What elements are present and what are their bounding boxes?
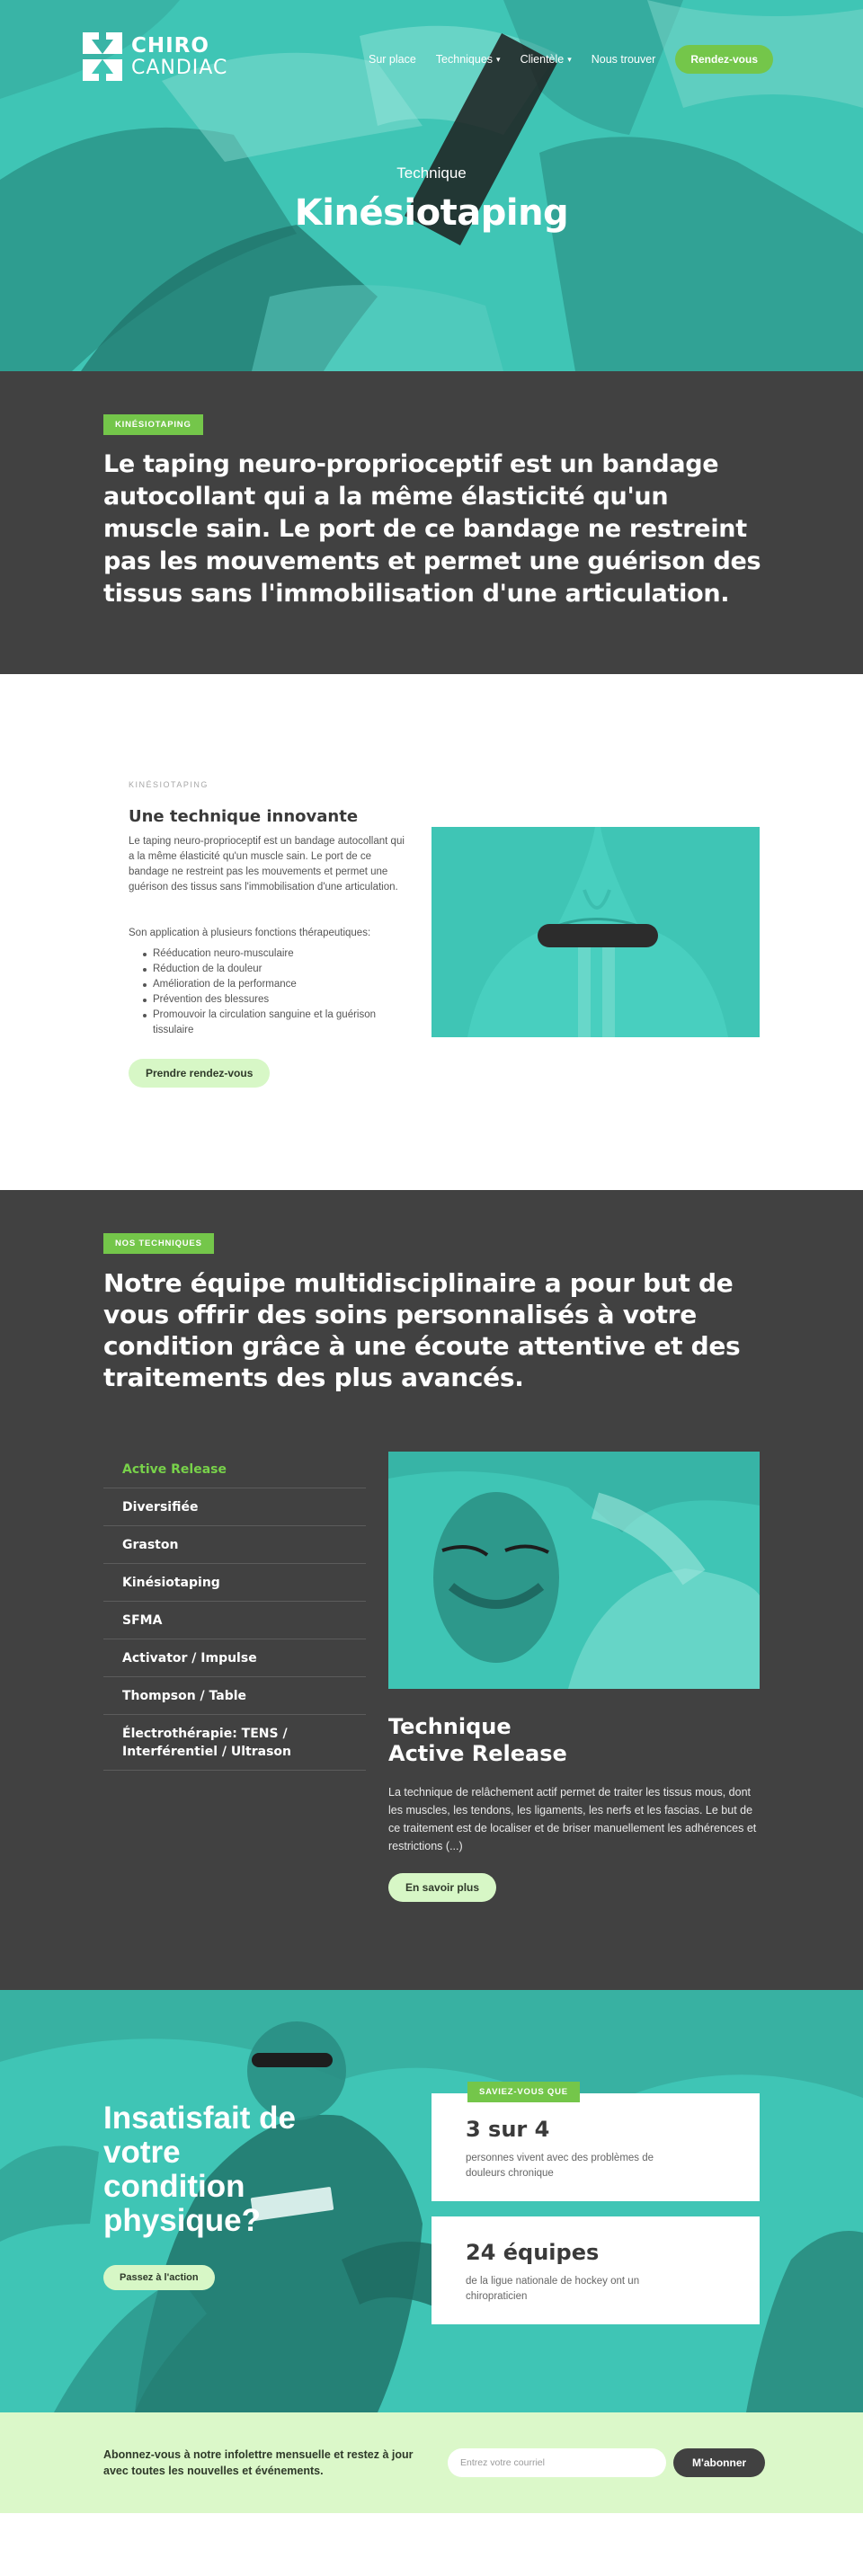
technique-detail-line2: Active Release xyxy=(388,1741,567,1766)
newsletter-section xyxy=(0,2412,863,2513)
newsletter-text: Abonnez-vous à notre infolettre mensuelle et restez à jour avec toutes les nouvelles et événements. xyxy=(103,2448,414,2477)
applications-intro: Son application à plusieurs fonctions thérapeutiques: xyxy=(129,928,371,938)
page-title: Kinésiotaping xyxy=(294,192,569,234)
technique-detail-text: La technique de relâchement actif permet de traiter les tissus mous, dont les muscles, les tendons, les ligaments, les nerfs et les fascias. Le but de ce traitement est de localiser et de briser manuellement les adhérences et restrictions (...) xyxy=(388,1786,757,1852)
technique-info-section xyxy=(0,674,863,1190)
nav-item-label: Techniques xyxy=(435,53,494,66)
stats-section xyxy=(0,1990,863,2412)
nav-item-clientele[interactable] xyxy=(520,53,572,66)
nav-item-sur-place[interactable] xyxy=(369,53,416,66)
take-action-button[interactable]: Passez à l'action xyxy=(103,2265,215,2290)
technique-detail-title xyxy=(388,1713,567,1767)
active-release-image xyxy=(388,1452,760,1689)
taped-back-illustration xyxy=(432,827,760,1037)
logo-name-line2: CANDIAC xyxy=(131,56,228,79)
nav-item-techniques[interactable] xyxy=(436,53,501,66)
book-appointment-button[interactable]: Prendre rendez-vous xyxy=(129,1059,270,1088)
stat-number: 24 équipes xyxy=(466,2240,600,2265)
techniques-heading: Notre équipe multidisciplinaire a pour but de vous offrir des soins personnalisés à votre condition grâce à une écoute attentive et des traitements des plus avancés. xyxy=(103,1268,741,1392)
section-eyebrow: KINÉSIOTAPING xyxy=(129,780,209,789)
site-footer xyxy=(0,2513,863,2576)
list-item: Promouvoir la circulation sanguine et la guérison tissulaire xyxy=(129,1008,416,1038)
logo[interactable] xyxy=(83,32,227,81)
technique-item-activator[interactable]: Activator / Impulse xyxy=(103,1639,366,1677)
technique-item-electrotherapie[interactable]: Électrothérapie: TENS / Interférentiel / Ultrason xyxy=(103,1715,366,1771)
email-input[interactable] xyxy=(448,2448,666,2477)
techniques-list xyxy=(103,1451,366,1771)
hero-banner xyxy=(0,0,863,371)
logo-name-line1: CHIRO xyxy=(131,33,209,58)
hero-subtitle: Technique xyxy=(396,164,467,182)
techniques-section xyxy=(0,1190,863,1990)
list-item: Réduction de la douleur xyxy=(129,962,416,977)
intro-statement: Le taping neuro-proprioceptif est un bandage autocollant qui a la même élasticité qu'un muscle sain. Le port de ce bandage ne restreint pas les mouvements et permet une guérison des tissus sans l'immobilisation d'une articulation. xyxy=(103,450,761,608)
applications-list xyxy=(129,946,416,1038)
list-item: Prévention des blessures xyxy=(129,992,416,1008)
technique-item-sfma[interactable]: SFMA xyxy=(103,1602,366,1639)
technique-item-thompson[interactable]: Thompson / Table xyxy=(103,1677,366,1715)
footer-logo-icon xyxy=(126,2567,165,2576)
nav-item-nous-trouver[interactable] xyxy=(592,53,656,66)
stats-question: Insatisfait de votre condition physique? xyxy=(103,2101,296,2238)
main-nav xyxy=(369,45,773,74)
stat-card xyxy=(432,2216,760,2324)
did-you-know-tag: SAVIEZ-VOUS QUE xyxy=(467,2082,580,2102)
stat-description: personnes vivent avec des problèmes de douleurs chronique xyxy=(466,2153,654,2179)
list-item: Rééducation neuro-musculaire xyxy=(129,946,416,962)
stat-description: de la ligue nationale de hockey ont un chiropraticien xyxy=(466,2276,640,2302)
kinesiotaping-image xyxy=(432,827,760,1037)
intro-section xyxy=(0,371,863,674)
rendez-vous-button[interactable]: Rendez-vous xyxy=(675,45,773,74)
treatment-photo-illustration xyxy=(388,1452,760,1689)
technique-item-diversifiee[interactable]: Diversifiée xyxy=(103,1488,366,1526)
technique-detail-line1: Technique xyxy=(388,1714,512,1739)
chevron-down-icon: ▾ xyxy=(567,54,572,64)
subscribe-button[interactable]: M'abonner xyxy=(673,2448,765,2477)
learn-more-button[interactable]: En savoir plus xyxy=(388,1873,496,1902)
site-header xyxy=(0,0,863,117)
section-tag: NOS TECHNIQUES xyxy=(103,1233,214,1254)
technique-item-active-release[interactable]: Active Release xyxy=(103,1451,366,1488)
info-title: Une technique innovante xyxy=(129,807,359,826)
section-tag: KINÉSIOTAPING xyxy=(103,414,203,435)
chevron-down-icon: ▾ xyxy=(496,54,501,64)
nav-item-label: Sur place xyxy=(368,53,416,66)
info-paragraph: Le taping neuro-proprioceptif est un bandage autocollant qui a la même élasticité qu'un muscle sain. Le port de ce bandage ne restreint pas les mouvements et permet une guérison des tissus sans l'immobilisation d'une articulation. xyxy=(129,836,405,893)
technique-item-graston[interactable]: Graston xyxy=(103,1526,366,1564)
stat-card xyxy=(432,2093,760,2201)
chiro-logo-icon xyxy=(83,32,122,81)
technique-item-kinesiotaping[interactable]: Kinésiotaping xyxy=(103,1564,366,1602)
stat-number: 3 sur 4 xyxy=(466,2117,550,2142)
list-item: Amélioration de la performance xyxy=(129,977,416,992)
nav-item-label: Clientèle xyxy=(520,53,565,66)
nav-item-label: Nous trouver xyxy=(591,53,656,66)
